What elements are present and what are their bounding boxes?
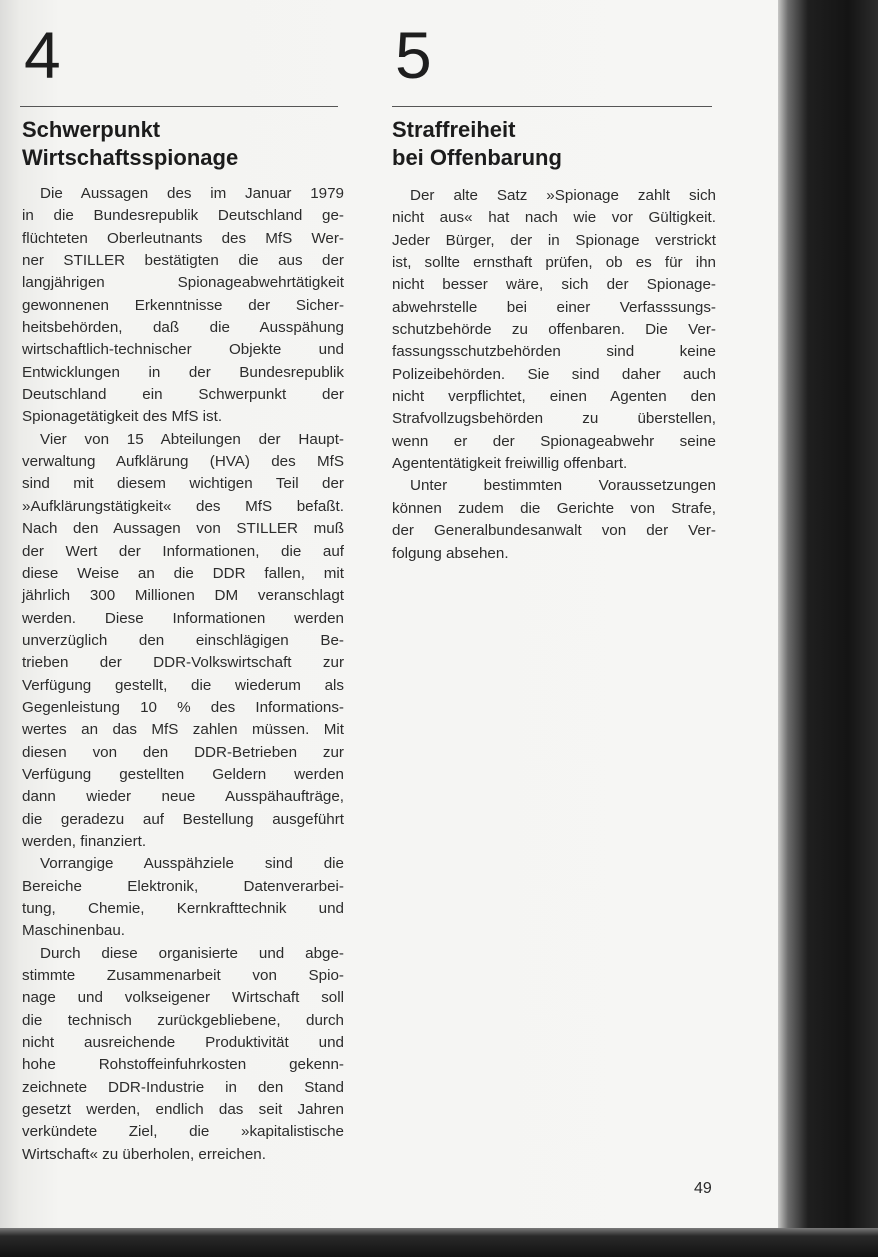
text-line: gewonnenen Erkenntnisse der Sicher- (22, 296, 344, 314)
text-line: hohe Rohstoffeinfuhrkosten gekenn- (22, 1056, 344, 1074)
text-line: werden. Diese Informationen werden (22, 609, 344, 627)
text-line: abwehrstelle bei einer Verfasssungs- (392, 298, 716, 316)
page-number: 49 (694, 1180, 712, 1197)
text-line: schutzbehörde zu offenbaren. Die Ver- (392, 321, 716, 339)
text-line: Agententätigkeit freiwillig offenbart. (392, 455, 628, 473)
text-line: »Aufklärungstätigkeit« des MfS befaßt. (22, 497, 344, 515)
text-line: folgung absehen. (392, 544, 509, 562)
text-line: in die Bundesrepublik Deutschland ge- (22, 207, 344, 225)
text-line: trieben der DDR-Volkswirtschaft zur (22, 654, 344, 672)
text-line: zeichnete DDR-Industrie in den Stand (22, 1078, 344, 1096)
text-line: heitsbehörden, daß die Ausspähung (22, 319, 344, 337)
heading-line: bei Offenbarung (392, 145, 562, 170)
text-line: Vorrangige Ausspähziele sind die (40, 855, 344, 873)
text-line: ist, sollte ernsthaft prüfen, ob es für ihn (392, 254, 716, 272)
text-line: Gegenleistung 10 % des Informations- (22, 698, 344, 716)
text-line: jährlich 300 Millionen DM veranschlagt (22, 587, 344, 605)
text-line: Polizeibehörden. Sie sind daher auch (392, 365, 716, 383)
text-line: nage und volkseigener Wirtschaft soll (22, 989, 344, 1007)
text-line: wenn er der Spionageabwehr seine (392, 432, 716, 450)
text-line: nicht ausreichende Produktivität und (22, 1034, 344, 1052)
text-line: Nach den Aussagen von STILLER muß (22, 520, 344, 538)
text-line: langjährigen Spionageabwehrtätigkeit (22, 274, 344, 292)
text-line: diese Weise an die DDR fallen, mit (22, 564, 344, 582)
text-line: ner STILLER bestätigten die aus der (22, 252, 344, 270)
text-line: gesetzt werden, endlich das seit Jahren (22, 1101, 344, 1119)
body-column-left (22, 183, 344, 1166)
text-line: verkündete Ziel, die »kapitalistische (22, 1123, 344, 1141)
text-line: die technisch zurückgebliebene, durch (22, 1011, 344, 1029)
chapter-heading-left (22, 116, 238, 172)
chapter-number-left: 4 (24, 18, 60, 92)
chapter-heading-right (392, 116, 562, 172)
text-line: wirtschaftlich-technischer Objekte und (22, 341, 344, 359)
text-line: Unter bestimmten Voraussetzungen (410, 477, 716, 495)
page-bottom-edge (0, 1228, 878, 1257)
chapter-rule-left (20, 106, 338, 107)
text-line: Verfügung gestellten Geldern werden (22, 765, 344, 783)
text-line: Wirtschaft« zu überholen, erreichen. (22, 1145, 266, 1163)
text-line: Durch diese organisierte und abge- (40, 944, 344, 962)
text-line: werden, finanziert. (22, 832, 147, 850)
text-line: dann wieder neue Ausspähaufträge, (22, 788, 344, 806)
text-line: die geradezu auf Bestellung ausgeführt (22, 810, 344, 828)
text-line: können zudem die Gerichte von Strafe, (392, 499, 716, 517)
text-line: nicht besser wäre, sich der Spionage- (392, 276, 716, 294)
chapter-rule-right (392, 106, 712, 107)
text-line: verwaltung Aufklärung (HVA) des MfS (22, 453, 344, 471)
text-line: stimmte Zusammenarbeit von Spio- (22, 967, 344, 985)
body-column-right (392, 185, 716, 565)
text-line: Vier von 15 Abteilungen der Haupt- (40, 430, 344, 448)
text-line: unverzüglich den einschlägigen Be- (22, 631, 344, 649)
text-line: Jeder Bürger, der in Spionage verstrickt (392, 231, 716, 249)
text-line: Deutschland ein Schwerpunkt der (22, 386, 344, 404)
text-line: flüchteten Oberleutnants des MfS Wer- (22, 229, 344, 247)
book-spine-shadow (778, 0, 878, 1257)
text-line: nicht verpflichtet, einen Agenten den (392, 388, 716, 406)
text-line: Der alte Satz »Spionage zahlt sich (410, 187, 716, 204)
text-line: Strafvollzugsbehörden zu überstellen, (392, 410, 716, 428)
text-line: wertes an das MfS zahlen müssen. Mit (22, 721, 344, 739)
chapter-number-right: 5 (395, 18, 431, 92)
text-line: sind mit diesem wichtigen Teil der (22, 475, 344, 493)
text-line: diesen von den DDR-Betrieben zur (22, 743, 344, 761)
text-line: Bereiche Elektronik, Datenverarbei- (22, 877, 344, 895)
text-line: Entwicklungen in der Bundesrepublik (22, 363, 344, 381)
text-line: Verfügung gestellt, die wiederum als (22, 676, 344, 694)
text-line: der Wert der Informationen, die auf (22, 542, 344, 560)
text-line: Maschinenbau. (22, 922, 126, 940)
text-line: Spionagetätigkeit des MfS ist. (22, 408, 223, 426)
heading-line: Schwerpunkt (22, 117, 161, 142)
heading-line: Wirtschaftsspionage (22, 145, 239, 170)
text-line: fassungsschutzbehörden sind keine (392, 343, 716, 361)
heading-line: Straffreiheit (392, 117, 516, 142)
text-line: tung, Chemie, Kernkrafttechnik und (22, 900, 344, 917)
text-line: Die Aussagen des im Januar 1979 (40, 185, 344, 202)
text-line: der Generalbundesanwalt von der Ver- (392, 522, 716, 540)
text-line: nicht aus« hat nach wie vor Gültigkeit. (392, 209, 716, 227)
